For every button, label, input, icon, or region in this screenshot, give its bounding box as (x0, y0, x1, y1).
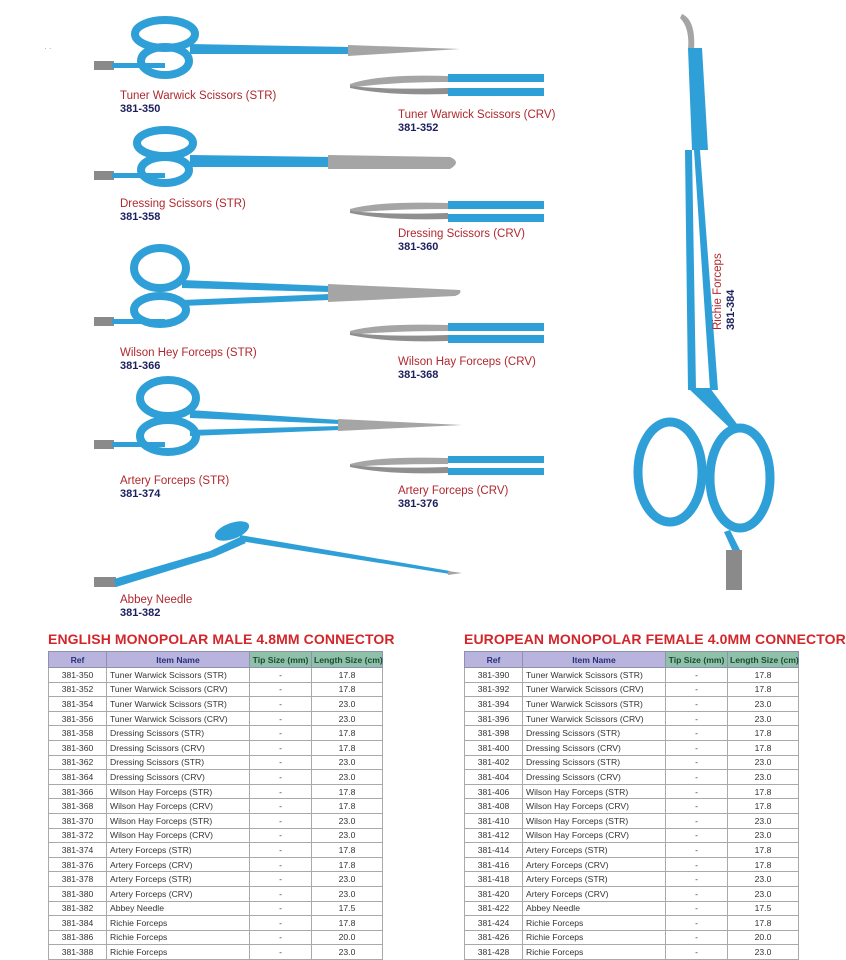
table-row (49, 740, 383, 755)
length-size-cell: 23.0 (728, 872, 799, 887)
table-row (49, 857, 383, 872)
ref-cell: 381-418 (465, 872, 523, 887)
table-row (465, 799, 799, 814)
tip-size-cell: - (250, 945, 312, 960)
item-name-cell: Dressing Scissors (CRV) (523, 770, 666, 785)
tip-size-cell: - (250, 784, 312, 799)
table-row (49, 668, 383, 683)
table-row (49, 697, 383, 712)
ref-cell: 381-368 (49, 799, 107, 814)
length-size-cell: 23.0 (312, 755, 383, 770)
dressing-scissors-crv-image (348, 195, 548, 231)
length-size-cell: 17.8 (312, 668, 383, 683)
instrument-ref: 381-352 (398, 122, 439, 135)
table-row (49, 726, 383, 741)
ref-cell: 381-370 (49, 813, 107, 828)
item-name-cell: Tuner Warwick Scissors (STR) (523, 697, 666, 712)
item-name-cell: Dressing Scissors (STR) (523, 755, 666, 770)
tip-size-cell: - (250, 916, 312, 931)
ref-cell: 381-426 (465, 930, 523, 945)
instrument-name: Artery Forceps (STR) (120, 475, 230, 487)
ref-cell: 381-428 (465, 945, 523, 960)
tip-size-cell: - (666, 916, 728, 931)
item-name-cell: Wilson Hay Forceps (CRV) (523, 799, 666, 814)
tip-size-cell: - (250, 901, 312, 916)
tip-size-cell: - (250, 697, 312, 712)
item-name-cell: Richie Forceps (107, 930, 250, 945)
ref-cell: 381-422 (465, 901, 523, 916)
item-name-cell: Artery Forceps (STR) (523, 872, 666, 887)
table-row (465, 755, 799, 770)
length-size-cell: 17.8 (728, 799, 799, 814)
length-size-cell: 23.0 (728, 770, 799, 785)
length-size-cell: 23.0 (728, 886, 799, 901)
instrument-ref: 381-382 (120, 607, 161, 620)
ref-cell: 381-392 (465, 682, 523, 697)
abbey-needle-image (90, 515, 470, 595)
length-size-cell: 17.8 (728, 843, 799, 858)
length-size-cell: 17.8 (312, 916, 383, 931)
instrument-name: Wilson Hey Forceps (STR) (120, 347, 257, 359)
ref-cell: 381-390 (465, 668, 523, 683)
table-row (465, 770, 799, 785)
tip-size-cell: - (666, 945, 728, 960)
instrument-name: Richie Forceps (712, 253, 724, 330)
ref-cell: 381-382 (49, 901, 107, 916)
tip-size-cell: - (666, 843, 728, 858)
english-table-wrap (48, 651, 384, 958)
item-name-cell: Tuner Warwick Scissors (STR) (107, 668, 250, 683)
table-row (49, 930, 383, 945)
length-size-cell: 17.8 (312, 726, 383, 741)
table-row (49, 886, 383, 901)
table-row (49, 711, 383, 726)
col-ref: Ref (465, 652, 523, 668)
length-size-cell: 23.0 (312, 872, 383, 887)
table-row (465, 901, 799, 916)
instrument-ref: 381-374 (120, 488, 161, 501)
item-name-cell: Tuner Warwick Scissors (CRV) (107, 682, 250, 697)
length-size-cell: 20.0 (728, 930, 799, 945)
tip-size-cell: - (250, 740, 312, 755)
item-name-cell: Dressing Scissors (CRV) (107, 740, 250, 755)
length-size-cell: 17.8 (728, 857, 799, 872)
table-row (49, 945, 383, 960)
tip-size-cell: - (666, 697, 728, 712)
table-row (465, 857, 799, 872)
table-row (465, 740, 799, 755)
item-name-cell: Abbey Needle (107, 901, 250, 916)
instrument-ref: 381-360 (398, 241, 439, 254)
tip-size-cell: - (250, 930, 312, 945)
caption-tuner-warwick-crv (398, 109, 555, 135)
length-size-cell: 17.8 (728, 726, 799, 741)
length-size-cell: 23.0 (312, 813, 383, 828)
instrument-name: Artery Forceps (CRV) (398, 485, 509, 497)
col-length-size: Length Size (cm) (728, 652, 799, 668)
ref-cell: 381-400 (465, 740, 523, 755)
table-row (465, 886, 799, 901)
table-row (49, 770, 383, 785)
table-row (465, 697, 799, 712)
tip-size-cell: - (666, 901, 728, 916)
european-table-wrap (464, 651, 800, 958)
instrument-name: Tuner Warwick Scissors (CRV) (398, 109, 556, 121)
european-connector-title: EUROPEAN MONOPOLAR FEMALE 4.0MM CONNECTOR (464, 631, 846, 647)
length-size-cell: 17.5 (728, 901, 799, 916)
instrument-ref: 381-368 (398, 369, 439, 382)
item-name-cell: Artery Forceps (CRV) (523, 857, 666, 872)
table-row (49, 901, 383, 916)
ref-cell: 381-376 (49, 857, 107, 872)
table-row (465, 930, 799, 945)
length-size-cell: 23.0 (312, 711, 383, 726)
tip-size-cell: - (666, 770, 728, 785)
table-row (49, 784, 383, 799)
tuner-warwick-scissors-crv-image (348, 66, 548, 106)
length-size-cell: 23.0 (728, 755, 799, 770)
tip-size-cell: - (666, 740, 728, 755)
table-row (465, 711, 799, 726)
col-tip-size: Tip Size (mm) (666, 652, 728, 668)
ref-cell: 381-412 (465, 828, 523, 843)
length-size-cell: 17.8 (728, 668, 799, 683)
table-row (465, 945, 799, 960)
item-name-cell: Artery Forceps (STR) (107, 872, 250, 887)
item-name-cell: Richie Forceps (107, 916, 250, 931)
ref-cell: 381-354 (49, 697, 107, 712)
table-row (465, 668, 799, 683)
instrument-name: Tuner Warwick Scissors (STR) (120, 90, 277, 102)
table-row (49, 843, 383, 858)
ref-cell: 381-352 (49, 682, 107, 697)
length-size-cell: 23.0 (728, 813, 799, 828)
tip-size-cell: - (666, 813, 728, 828)
tip-size-cell: - (666, 668, 728, 683)
tip-size-cell: - (250, 843, 312, 858)
length-size-cell: 17.8 (312, 799, 383, 814)
item-name-cell: Tuner Warwick Scissors (STR) (107, 697, 250, 712)
ref-cell: 381-424 (465, 916, 523, 931)
ref-cell: 381-398 (465, 726, 523, 741)
ref-cell: 381-416 (465, 857, 523, 872)
ref-cell: 381-374 (49, 843, 107, 858)
instrument-ref: 381-384 (725, 289, 738, 330)
item-name-cell: Wilson Hay Forceps (STR) (107, 813, 250, 828)
decor-dots: · · (44, 44, 52, 53)
item-name-cell: Artery Forceps (CRV) (107, 857, 250, 872)
col-item-name: Item Name (107, 652, 250, 668)
item-name-cell: Artery Forceps (CRV) (107, 886, 250, 901)
col-item-name: Item Name (523, 652, 666, 668)
item-name-cell: Wilson Hay Forceps (CRV) (107, 828, 250, 843)
tip-size-cell: - (250, 872, 312, 887)
length-size-cell: 23.0 (312, 697, 383, 712)
item-name-cell: Richie Forceps (523, 916, 666, 931)
table-row (465, 916, 799, 931)
ref-cell: 381-358 (49, 726, 107, 741)
ref-cell: 381-404 (465, 770, 523, 785)
length-size-cell: 23.0 (728, 697, 799, 712)
table-row (49, 755, 383, 770)
length-size-cell: 17.5 (312, 901, 383, 916)
ref-cell: 381-420 (465, 886, 523, 901)
item-name-cell: Dressing Scissors (STR) (107, 755, 250, 770)
caption-dressing-str (120, 198, 246, 224)
tip-size-cell: - (250, 755, 312, 770)
instrument-name: Dressing Scissors (CRV) (398, 228, 525, 240)
tip-size-cell: - (250, 857, 312, 872)
table-row (49, 872, 383, 887)
table-row (49, 813, 383, 828)
ref-cell: 381-388 (49, 945, 107, 960)
item-name-cell: Richie Forceps (523, 945, 666, 960)
item-name-cell: Wilson Hay Forceps (CRV) (523, 828, 666, 843)
tip-size-cell: - (250, 770, 312, 785)
item-name-cell: Richie Forceps (107, 945, 250, 960)
ref-cell: 381-380 (49, 886, 107, 901)
tip-size-cell: - (666, 930, 728, 945)
item-name-cell: Artery Forceps (STR) (523, 843, 666, 858)
table-row (49, 916, 383, 931)
item-name-cell: Tuner Warwick Scissors (CRV) (523, 711, 666, 726)
ref-cell: 381-384 (49, 916, 107, 931)
length-size-cell: 17.8 (728, 784, 799, 799)
european-connector-table (464, 651, 799, 960)
length-size-cell: 17.8 (312, 843, 383, 858)
instrument-ref: 381-358 (120, 211, 161, 224)
item-name-cell: Abbey Needle (523, 901, 666, 916)
tip-size-cell: - (250, 726, 312, 741)
instrument-ref: 381-366 (120, 360, 161, 373)
caption-richie-forceps (712, 253, 738, 330)
length-size-cell: 17.8 (728, 740, 799, 755)
item-name-cell: Wilson Hay Forceps (STR) (523, 813, 666, 828)
table-row (465, 813, 799, 828)
caption-dressing-crv (398, 228, 525, 254)
item-name-cell: Dressing Scissors (CRV) (107, 770, 250, 785)
instrument-name: Wilson Hay Forceps (CRV) (398, 356, 536, 368)
col-length-size: Length Size (cm) (312, 652, 383, 668)
ref-cell: 381-414 (465, 843, 523, 858)
ref-cell: 381-356 (49, 711, 107, 726)
ref-cell: 381-396 (465, 711, 523, 726)
instrument-ref: 381-350 (120, 103, 161, 116)
tip-size-cell: - (250, 668, 312, 683)
ref-cell: 381-386 (49, 930, 107, 945)
length-size-cell: 17.8 (312, 784, 383, 799)
tip-size-cell: - (666, 799, 728, 814)
table-row (465, 726, 799, 741)
instrument-name: Dressing Scissors (STR) (120, 198, 246, 210)
tip-size-cell: - (250, 813, 312, 828)
caption-abbey-needle (120, 594, 192, 620)
ref-cell: 381-402 (465, 755, 523, 770)
length-size-cell: 23.0 (728, 828, 799, 843)
tip-size-cell: - (666, 784, 728, 799)
ref-cell: 381-408 (465, 799, 523, 814)
richie-forceps-image (630, 10, 780, 600)
item-name-cell: Tuner Warwick Scissors (CRV) (107, 711, 250, 726)
ref-cell: 381-366 (49, 784, 107, 799)
item-name-cell: Wilson Hay Forceps (STR) (523, 784, 666, 799)
english-connector-title: ENGLISH MONOPOLAR MALE 4.8MM CONNECTOR (48, 631, 395, 647)
tip-size-cell: - (250, 682, 312, 697)
item-name-cell: Dressing Scissors (STR) (523, 726, 666, 741)
tip-size-cell: - (666, 857, 728, 872)
instrument-name: Abbey Needle (120, 594, 193, 606)
length-size-cell: 23.0 (312, 770, 383, 785)
caption-artery-crv (398, 485, 508, 511)
table-row (49, 799, 383, 814)
length-size-cell: 23.0 (312, 828, 383, 843)
item-name-cell: Artery Forceps (CRV) (523, 886, 666, 901)
tip-size-cell: - (250, 711, 312, 726)
ref-cell: 381-360 (49, 740, 107, 755)
ref-cell: 381-410 (465, 813, 523, 828)
length-size-cell: 17.8 (312, 740, 383, 755)
tip-size-cell: - (250, 828, 312, 843)
item-name-cell: Tuner Warwick Scissors (STR) (523, 668, 666, 683)
ref-cell: 381-362 (49, 755, 107, 770)
length-size-cell: 23.0 (312, 886, 383, 901)
tip-size-cell: - (666, 872, 728, 887)
ref-cell: 381-378 (49, 872, 107, 887)
ref-cell: 381-350 (49, 668, 107, 683)
artery-forceps-crv-image (348, 450, 548, 482)
tip-size-cell: - (666, 726, 728, 741)
length-size-cell: 17.8 (728, 916, 799, 931)
table-row (465, 828, 799, 843)
length-size-cell: 17.8 (728, 682, 799, 697)
ref-cell: 381-364 (49, 770, 107, 785)
length-size-cell: 23.0 (728, 711, 799, 726)
length-size-cell: 17.8 (312, 857, 383, 872)
table-row (465, 872, 799, 887)
table-row (465, 843, 799, 858)
tip-size-cell: - (666, 682, 728, 697)
tip-size-cell: - (250, 799, 312, 814)
table-row (465, 682, 799, 697)
length-size-cell: 17.8 (312, 682, 383, 697)
caption-wilson-hey-str (120, 347, 257, 373)
item-name-cell: Richie Forceps (523, 930, 666, 945)
ref-cell: 381-394 (465, 697, 523, 712)
ref-cell: 381-406 (465, 784, 523, 799)
length-size-cell: 20.0 (312, 930, 383, 945)
item-name-cell: Wilson Hay Forceps (CRV) (107, 799, 250, 814)
ref-cell: 381-372 (49, 828, 107, 843)
tip-size-cell: - (666, 828, 728, 843)
tip-size-cell: - (666, 886, 728, 901)
tip-size-cell: - (666, 711, 728, 726)
length-size-cell: 23.0 (312, 945, 383, 960)
col-ref: Ref (49, 652, 107, 668)
dressing-scissors-str-image (90, 125, 470, 195)
tip-size-cell: - (250, 886, 312, 901)
item-name-cell: Dressing Scissors (CRV) (523, 740, 666, 755)
tip-size-cell: - (666, 755, 728, 770)
caption-wilson-hay-crv (398, 356, 536, 382)
table-row (465, 784, 799, 799)
item-name-cell: Wilson Hay Forceps (STR) (107, 784, 250, 799)
length-size-cell: 23.0 (728, 945, 799, 960)
instrument-ref: 381-376 (398, 498, 439, 511)
caption-artery-str (120, 475, 229, 501)
item-name-cell: Artery Forceps (STR) (107, 843, 250, 858)
wilson-hay-forceps-crv-image (348, 315, 548, 355)
table-row (49, 828, 383, 843)
col-tip-size: Tip Size (mm) (250, 652, 312, 668)
caption-tuner-warwick-str (120, 90, 276, 116)
english-connector-table (48, 651, 383, 960)
item-name-cell: Dressing Scissors (STR) (107, 726, 250, 741)
item-name-cell: Tuner Warwick Scissors (CRV) (523, 682, 666, 697)
table-row (49, 682, 383, 697)
